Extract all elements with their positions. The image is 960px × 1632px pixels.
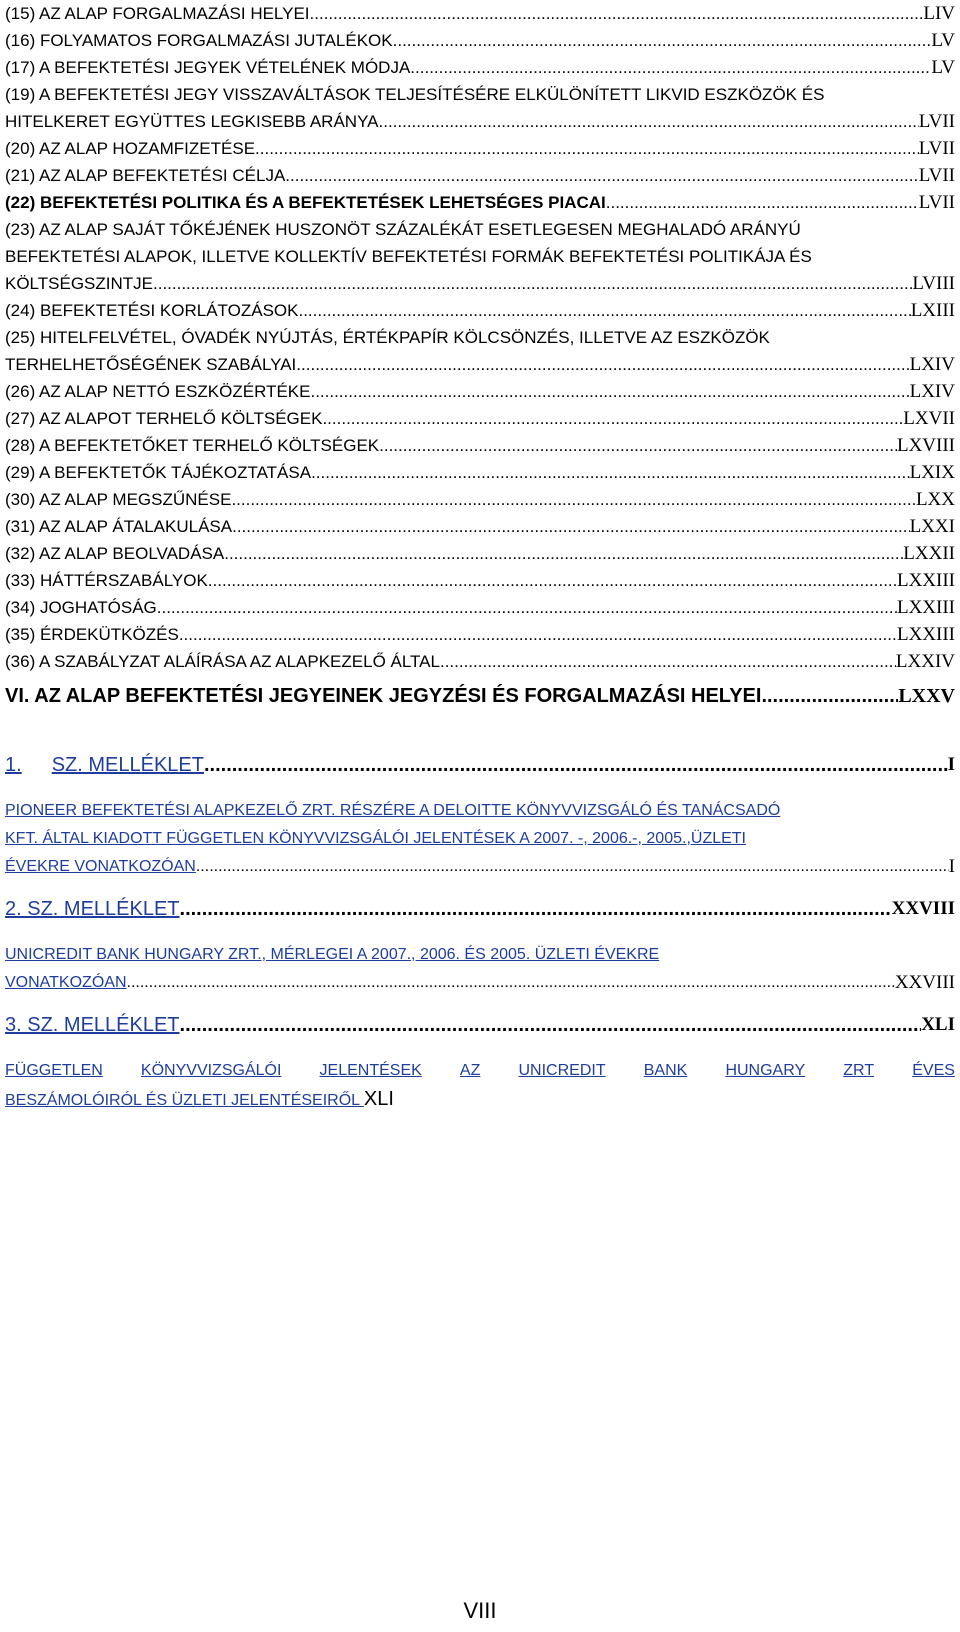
annex-1-description[interactable]: PIONEER BEFEKTETÉSI ALAPKEZELŐ ZRT. RÉSZÉRE A DELOITTE KÖNYVVIZSGÁLÓ ÉS TANÁCSADÓ KFT. ÁLTAL KIADOTT FÜGGETLEN KÖNYVVIZSGÁLÓI JELENTÉSEK A 2007. -, 2006.-, 2005.,ÜZLETI ÉVEKRE VONATKOZÓAN ..... I	[5, 797, 955, 881]
toc-entry-21[interactable]: (21) AZ ALAP BEFEKTETÉSI CÉLJA ..... LVII	[5, 162, 955, 189]
toc-entry-31[interactable]: (31) AZ ALAP ÁTALAKULÁSA ..... LXXI	[5, 513, 955, 540]
toc-entry-25[interactable]: (25) HITELFELVÉTEL, ÓVADÉK NYÚJTÁS, ÉRTÉKPAPÍR KÖLCSÖNZÉS, ILLETVE AZ ESZKÖZÖK TERHELHETŐSÉGÉNEK SZABÁLYAI ..... LXIV	[5, 324, 955, 378]
annex-2-description[interactable]: UNICREDIT BANK HUNGARY ZRT., MÉRLEGEI A 2007., 2006. ÉS 2005. ÜZLETI ÉVEKRE VONATKOZÓAN ..... XXVIII	[5, 941, 955, 997]
toc-entry-32[interactable]: (32) AZ ALAP BEOLVADÁSA ..... LXXII	[5, 540, 955, 567]
annex-2-heading[interactable]: 2. SZ. MELLÉKLET ..... XXVIII	[5, 895, 955, 923]
toc-entry-35[interactable]: (35) ÉRDEKÜTKÖZÉS ..... LXXIII	[5, 621, 955, 648]
annex-3-line-2: BESZÁMOLÓIRÓL ÉS ÜZLETI JELENTÉSEIRŐL XLI	[5, 1088, 394, 1110]
annex-3-line-1: FÜGGETLEN KÖNYVVIZSGÁLÓI JELENTÉSEK AZ UNICREDIT BANK HUNGARY ZRT ÉVES	[5, 1062, 955, 1079]
toc-page	[5, 0, 955, 1115]
toc-entry-20[interactable]: (20) AZ ALAP HOZAMFIZETÉSE ..... LVII	[5, 135, 955, 162]
toc-entry-34[interactable]: (34) JOGHATÓSÁG ..... LXXIII	[5, 594, 955, 621]
toc-entry-19[interactable]: (19) A BEFEKTETÉSI JEGY VISSZAVÁLTÁSOK TELJESÍTÉSÉRE ELKÜLÖNÍTETT LIKVID ESZKÖZÖK ÉS HITELKERET EGYÜTTES LEGKISEBB ARÁNYA ..... LVII	[5, 81, 955, 135]
toc-entry-23[interactable]: (23) AZ ALAP SAJÁT TŐKÉJÉNEK HUSZONÖT SZÁZALÉKÁT ESETLEGESEN MEGHALADÓ ARÁNYÚ BEFEKTETÉSI ALAPOK, ILLETVE KOLLEKTÍV BEFEKTETÉSI FORMÁK BEFEKTETÉSI POLITIKÁJA ÉS KÖLTSÉGSZINTJE ..... LVIII	[5, 216, 955, 297]
toc-entry-15[interactable]: (15) AZ ALAP FORGALMAZÁSI HELYEI ..... LIV	[5, 0, 955, 27]
toc-entry-29[interactable]: (29) A BEFEKTETŐK TÁJÉKOZTATÁSA ..... LXIX	[5, 459, 955, 486]
toc-entry-33[interactable]: (33) HÁTTÉRSZABÁLYOK ..... LXXIII	[5, 567, 955, 594]
annex-3-heading[interactable]: 3. SZ. MELLÉKLET ..... XLI	[5, 1011, 955, 1039]
toc-entry-27[interactable]: (27) AZ ALAPOT TERHELŐ KÖLTSÉGEK ..... LXVII	[5, 405, 955, 432]
toc-entry-24[interactable]: (24) BEFEKTETÉSI KORLÁTOZÁSOK ..... LXIII	[5, 297, 955, 324]
annex-1-number: 1.	[5, 754, 22, 776]
annex-1-title: SZ. MELLÉKLET	[51, 754, 204, 776]
annex-3-description[interactable]	[5, 1057, 955, 1115]
toc-entry-22[interactable]: (22) BEFEKTETÉSI POLITIKA ÉS A BEFEKTETÉSEK LEHETSÉGES PIACAI ..... LVII	[5, 189, 955, 216]
toc-entry-16[interactable]: (16) FOLYAMATOS FORGALMAZÁSI JUTALÉKOK ..... LV	[5, 27, 955, 54]
page-number: VIII	[463, 1598, 497, 1623]
toc-entry-26[interactable]: (26) AZ ALAP NETTÓ ESZKÖZÉRTÉKE ..... LXIV	[5, 378, 955, 405]
annex-1-heading[interactable]: 1. SZ. MELLÉKLET ..... I	[5, 751, 955, 779]
toc-section-6[interactable]: VI. AZ ALAP BEFEKTETÉSI JEGYEINEK JEGYZÉSI ÉS FORGALMAZÁSI HELYEI ..... LXXV	[5, 681, 955, 711]
toc-entry-30[interactable]: (30) AZ ALAP MEGSZŰNÉSE ..... LXX	[5, 486, 955, 513]
toc-entry-17[interactable]: (17) A BEFEKTETÉSI JEGYEK VÉTELÉNEK MÓDJA ..... LV	[5, 54, 955, 81]
toc-entry-28[interactable]: (28) A BEFEKTETŐKET TERHELŐ KÖLTSÉGEK ..... LXVIII	[5, 432, 955, 459]
toc-entry-36[interactable]: (36) A SZABÁLYZAT ALÁÍRÁSA AZ ALAPKEZELŐ ÁLTAL ..... LXXIV	[5, 648, 955, 675]
